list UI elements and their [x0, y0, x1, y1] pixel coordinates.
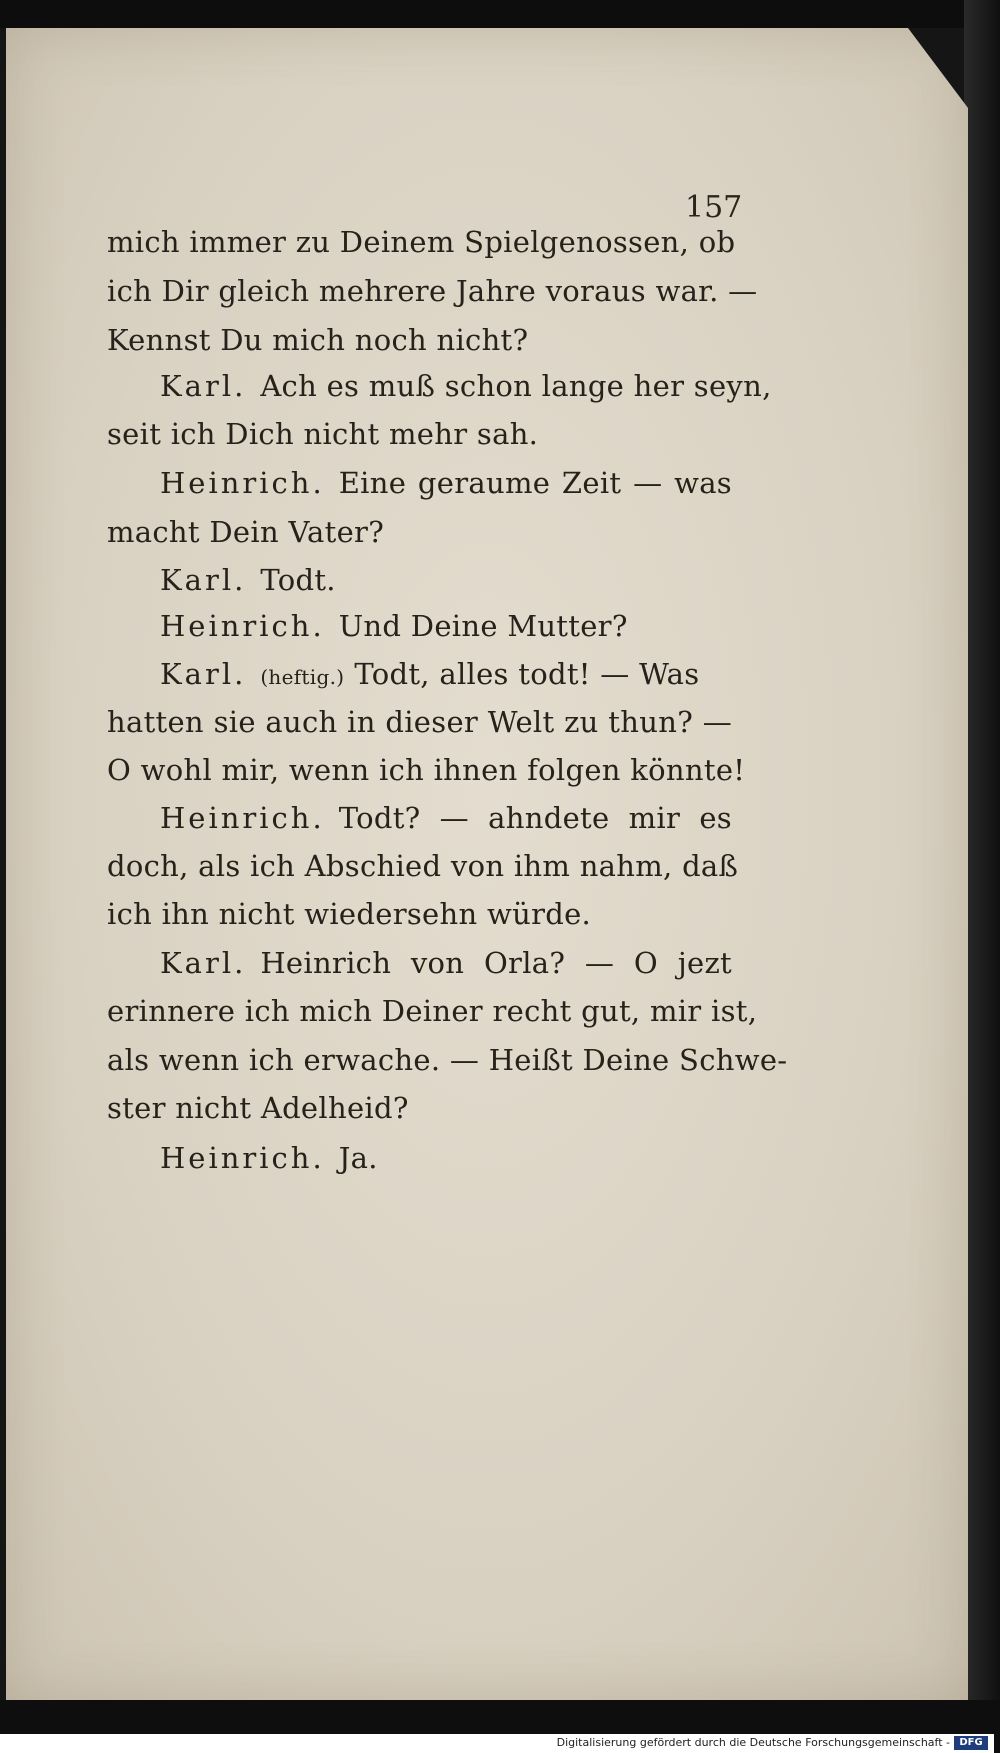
- text-line: macht Dein Vater?: [107, 515, 385, 549]
- speaker-name: Karl.: [160, 563, 247, 597]
- dialogue-line: [160, 654, 732, 697]
- text-line: seit ich Dich nicht mehr sah.: [107, 417, 539, 451]
- line-text: Todt, alles todt! — Was: [354, 657, 700, 691]
- dialogue-line: [160, 943, 732, 983]
- text-line: erinnere ich mich Deiner recht gut, mir ist,: [107, 994, 758, 1028]
- text-line: doch, als ich Abschied von ihm nahm, daß: [107, 849, 739, 883]
- dialogue-line: [160, 798, 732, 838]
- scan-border-top: [0, 0, 1000, 28]
- line-text: Todt? — ahndete mir es: [338, 801, 732, 835]
- dialogue-line: [160, 606, 732, 646]
- line-text: Ja.: [338, 1141, 378, 1175]
- text-line: ich ihn nicht wiedersehn würde.: [107, 897, 592, 931]
- funding-credit: Digitalisierung gefördert durch die Deutsche Forschungsgemeinschaft -: [556, 1736, 950, 1749]
- speaker-name: Karl.: [160, 657, 247, 691]
- text-line: hatten sie auch in dieser Welt zu thun? —: [107, 705, 732, 739]
- speaker-name: Karl.: [160, 369, 247, 403]
- text-line: ster nicht Adelheid?: [107, 1091, 409, 1125]
- digitization-footer: [0, 1734, 994, 1753]
- line-text: Ach es muß schon lange her seyn,: [260, 369, 772, 403]
- text-line: mich immer zu Deinem Spielgenossen, ob: [107, 225, 736, 259]
- text-line: O wohl mir, wenn ich ihnen folgen könnte!: [107, 753, 746, 787]
- scan-border-right: [964, 0, 1000, 1753]
- speaker-name: Heinrich.: [160, 801, 325, 835]
- speaker-name: Heinrich.: [160, 609, 325, 643]
- page-number: 157: [685, 190, 743, 225]
- speaker-name: Heinrich.: [160, 1141, 325, 1175]
- speaker-name: Heinrich.: [160, 466, 325, 500]
- dialogue-line: [160, 463, 732, 503]
- dialogue-line: [160, 366, 772, 406]
- text-line: als wenn ich erwache. — Heißt Deine Schwe-: [107, 1043, 788, 1077]
- text-line: ich Dir gleich mehrere Jahre voraus war. —: [107, 274, 758, 308]
- stage-direction: (heftig.): [260, 665, 345, 689]
- line-text: Eine geraume Zeit — was: [338, 466, 732, 500]
- text-line: Kennst Du mich noch nicht?: [107, 323, 529, 357]
- dialogue-line: [160, 1138, 732, 1178]
- line-text: Heinrich von Orla? — O jezt: [260, 946, 732, 980]
- dialogue-line: [160, 560, 732, 600]
- dfg-logo: DFG: [954, 1736, 988, 1750]
- speaker-name: Karl.: [160, 946, 247, 980]
- line-text: Und Deine Mutter?: [338, 609, 628, 643]
- line-text: Todt.: [260, 563, 336, 597]
